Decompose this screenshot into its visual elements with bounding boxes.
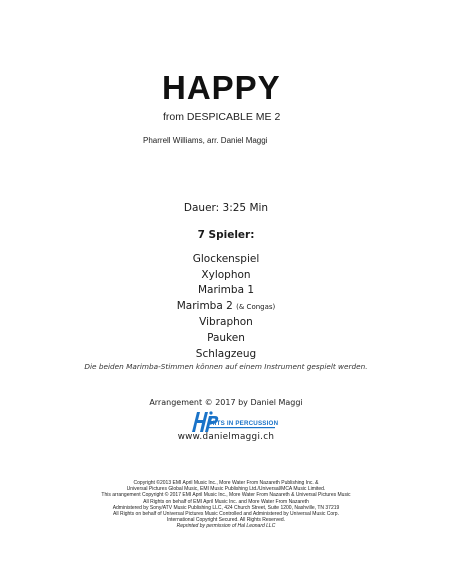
instrument-item bbox=[0, 331, 452, 347]
instrument-list bbox=[0, 252, 452, 362]
instrument-item bbox=[0, 268, 452, 284]
instrument-note: (& Congas) bbox=[236, 302, 276, 311]
copyright-line: Administered by Sony/ATV Music Publishing LLC, 424 Church Street, Suite 1200, Nashville, TN 37219 bbox=[112, 504, 340, 511]
arrangement-credit: Arrangement © 2017 by Daniel Maggi bbox=[149, 398, 303, 407]
copyright-line: All Rights on behalf of Universal Pictures Music Controlled and Administered by Universal Music Corp. bbox=[113, 511, 339, 518]
duration-text: Dauer: 3:25 Min bbox=[183, 202, 269, 214]
composer-credit: Pharrell Williams, arr. Daniel Maggi bbox=[143, 136, 268, 145]
website-link[interactable]: www.danielmaggi.ch bbox=[177, 432, 275, 442]
instrument-item bbox=[0, 283, 452, 299]
page-title: HAPPY bbox=[162, 69, 281, 106]
reprint-note: Reprinted by permission of Hal Leonard LLC bbox=[176, 523, 276, 530]
instrument-item bbox=[0, 315, 452, 331]
copyright-line: International Copyright Secured. All Rights Reserved. bbox=[166, 517, 286, 524]
copyright-line: Universal Pictures Global Music, EMI Music Publishing Ltd./Universal/MCA Music Limited. bbox=[126, 486, 326, 493]
instrument-name: Schlagzeug bbox=[195, 347, 257, 360]
instrument-item bbox=[0, 252, 452, 268]
page-subtitle: from DESPICABLE ME 2 bbox=[163, 111, 281, 123]
instrument-name: Marimba 2 bbox=[176, 299, 233, 312]
instrument-name: Marimba 1 bbox=[197, 284, 255, 297]
copyright-line: All Rights on behalf of EMI April Music Inc. and More Water From Nazareth bbox=[143, 498, 309, 505]
players-heading: 7 Spieler: bbox=[197, 229, 255, 241]
instrument-item bbox=[0, 347, 452, 363]
marimba-remark: Die beiden Marimba-Stimmen können auf einem Instrument gespielt werden. bbox=[84, 362, 368, 371]
instrument-name: Vibraphon bbox=[199, 316, 253, 329]
copyright-line: Copyright ©2013 EMI April Music Inc., More Water From Nazareth Publishing Inc. & bbox=[133, 480, 319, 486]
logo-text: HITS IN PERCUSSION bbox=[210, 420, 279, 427]
copyright-line: This arrangement Copyright © 2017 EMI April Music Inc., More Water From Nazareth & Universal Pictures Music bbox=[101, 492, 351, 499]
instrument-name: Pauken bbox=[207, 331, 245, 344]
copyright-block bbox=[0, 480, 452, 530]
instrument-name: Xylophon bbox=[201, 268, 251, 281]
instrument-item bbox=[0, 299, 452, 316]
instrument-name: Glockenspiel bbox=[192, 253, 260, 265]
